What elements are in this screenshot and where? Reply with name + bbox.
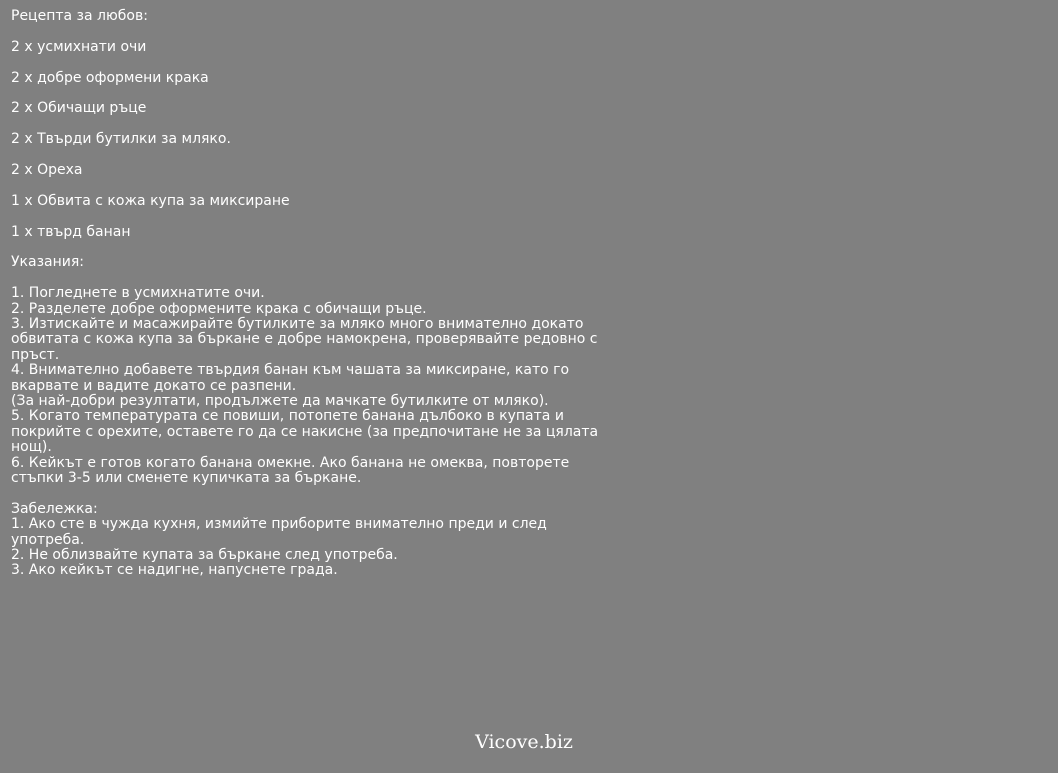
instruction-line: 5. Когато температурата се повиши, потопете банана дълбоко в купата и [11,408,564,425]
instruction-line: 1. Погледнете в усмихнатите очи. [11,285,265,302]
ingredient-line: 2 x Обичащи ръце [11,100,147,117]
instruction-line: (За най-добри резултати, продължете да мачкате бутилките от мляко). [11,393,549,410]
ingredient-line: 2 x добре оформени крака [11,69,209,86]
instruction-line: вкарвате и вадите докато се разпени. [11,377,297,394]
instruction-line: стъпки 3-5 или сменете купичката за бъркане. [11,470,362,487]
note-line: употреба. [11,531,85,548]
instruction-line: 4. Внимателно добавете твърдия банан към чашата за миксиране, като го [11,362,570,379]
instruction-line: 3. Изтискайте и масажирайте бутилките за мляко много внимателно докато [11,315,584,332]
note-line: 2. Не облизвайте купата за бъркане след употреба. [11,547,398,564]
instructions-block [11,285,599,487]
instruction-line: нощ). [11,439,52,456]
ingredient-line: 2 x усмихнати очи [11,38,147,55]
site-watermark: Vicove.biz [475,731,573,753]
note-line: 1. Ако сте в чужда кухня, измийте приборите внимателно преди и след [11,516,547,533]
instructions-heading: Указания: [11,254,84,271]
instruction-line: обвитата с кожа купа за бъркане е добре намокрена, проверявайте редовно с [11,331,598,348]
ingredient-line: 1 x Обвита с кожа купа за миксиране [11,192,290,209]
notes-heading: Забележка: [11,500,98,517]
instruction-line: покрийте с орехите, оставете го да се накисне (за предпочитане не за цялата [11,423,599,440]
ingredient-line: 2 x Твърди бутилки за мляко. [11,131,231,148]
instruction-line: пръст. [11,346,60,363]
recipe-title: Рецепта за любов: [11,8,148,24]
ingredient-line: 1 x твърд банан [11,223,131,240]
notes-block [11,502,581,579]
ingredient-line: 2 x Ореха [11,161,83,178]
note-line: 3. Ако кейкът се надигне, напуснете града. [11,562,338,579]
instruction-line: 2. Разделете добре оформените крака с обичащи ръце. [11,300,427,317]
recipe-content [11,8,599,579]
instruction-line: 6. Кейкът е готов когато банана омекне. Ако банана не омеква, повторете [11,454,570,471]
